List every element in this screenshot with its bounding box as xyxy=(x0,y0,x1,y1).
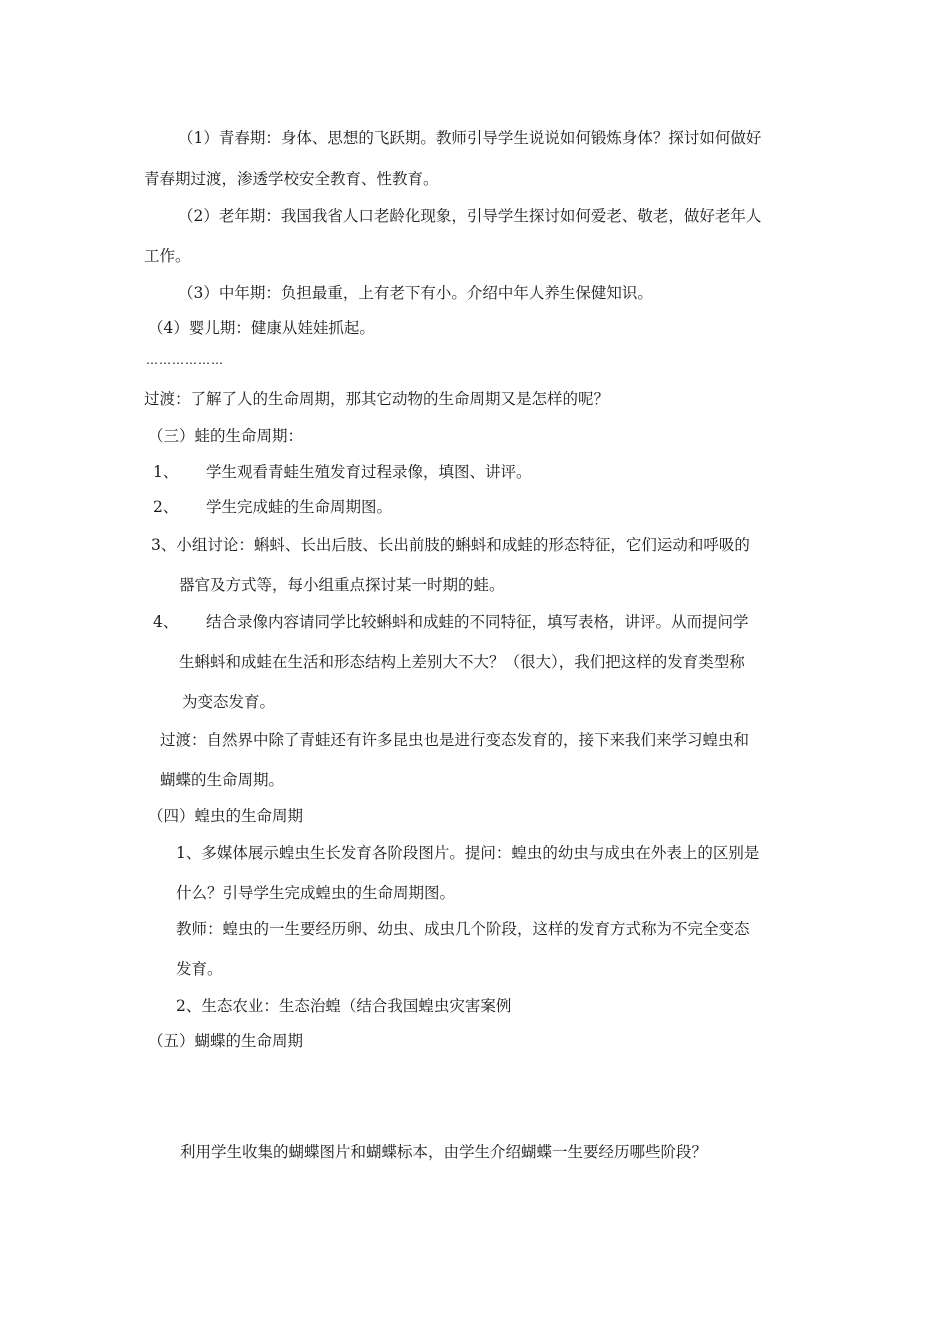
ellipsis-divider: ……………… xyxy=(146,353,224,367)
frog-item3-line2: 器官及方式等，每小组重点探讨某一时期的蛙。 xyxy=(179,576,505,594)
frog-item3-line1: 3、小组讨论：蝌蚪、长出后肢、长出前肢的蝌蚪和成蛙的形态特征，它们运动和呼吸的 xyxy=(151,536,750,554)
frog-item4-number: 4、 xyxy=(153,613,179,631)
section-heading-locust: （四）蝗虫的生命周期 xyxy=(148,807,304,825)
butterfly-paragraph: 利用学生收集的蝴蝶图片和蝴蝶标本，由学生介绍蝴蝶一生要经历哪些阶段？ xyxy=(180,1143,708,1161)
locust-item2: 2、生态农业：生态治蝗（结合我国蝗虫灾害案例 xyxy=(176,997,512,1015)
frog-item1-number: 1、 xyxy=(153,463,179,481)
locust-teacher-line2: 发育。 xyxy=(176,960,223,978)
frog-item4-line3: 为变态发育。 xyxy=(182,693,276,711)
frog-item2-number: 2、 xyxy=(153,498,179,516)
frog-item2-text: 学生完成蛙的生命周期图。 xyxy=(206,498,393,516)
section-heading-butterfly: （五）蝴蝶的生命周期 xyxy=(148,1032,304,1050)
frog-item1-text: 学生观看青蛙生殖发育过程录像，填图、讲评。 xyxy=(206,463,532,481)
paragraph-middle-age: （3）中年期：负担最重，上有老下有小。介绍中年人养生保健知识。 xyxy=(178,284,653,302)
section-heading-frog: （三）蛙的生命周期： xyxy=(148,427,304,445)
paragraph-youth-line2: 青春期过渡，渗透学校安全教育、性教育。 xyxy=(144,170,439,188)
locust-item1-line1: 1、多媒体展示蝗虫生长发育各阶段图片。提问：蝗虫的幼虫与成虫在外表上的区别是 xyxy=(176,844,760,862)
transition-to-insects-line1: 过渡：自然界中除了青蛙还有许多昆虫也是进行变态发育的，接下来我们来学习蝗虫和 xyxy=(160,731,750,749)
transition-human-to-animals: 过渡：了解了人的生命周期，那其它动物的生命周期又是怎样的呢？ xyxy=(144,390,610,408)
frog-item4-line1: 结合录像内容请同学比较蝌蚪和成蛙的不同特征，填写表格，讲评。从而提问学 xyxy=(206,613,749,631)
paragraph-youth-line1: （1）青春期：身体、思想的飞跃期。教师引导学生说说如何锻炼身体？探讨如何做好 xyxy=(178,129,762,147)
transition-to-insects-line2: 蝴蝶的生命周期。 xyxy=(160,771,285,789)
paragraph-elderly-line1: （2）老年期：我国我省人口老龄化现象，引导学生探讨如何爱老、敬老，做好老年人 xyxy=(178,207,762,225)
paragraph-infancy: （4）婴儿期：健康从娃娃抓起。 xyxy=(148,319,375,337)
paragraph-elderly-line2: 工作。 xyxy=(144,247,191,265)
locust-item1-line2: 什么？引导学生完成蝗虫的生命周期图。 xyxy=(176,884,456,902)
frog-item4-line2: 生蝌蚪和成蛙在生活和形态结构上差别大不大？（很大），我们把这样的发育类型称 xyxy=(179,653,745,671)
locust-teacher-line1: 教师：蝗虫的一生要经历卵、幼虫、成虫几个阶段，这样的发育方式称为不完全变态 xyxy=(176,920,750,938)
